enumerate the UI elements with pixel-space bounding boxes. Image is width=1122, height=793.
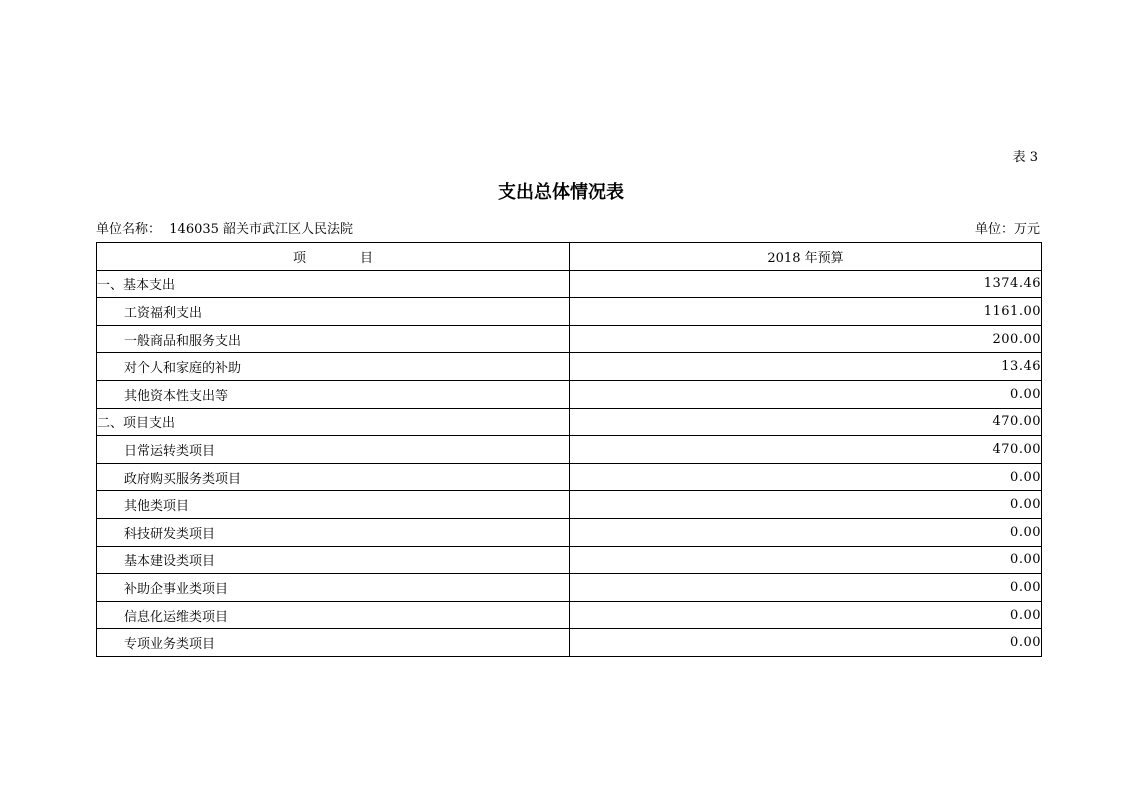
- table-row: [97, 353, 1042, 381]
- row-amount: 1374.46: [570, 270, 1042, 298]
- row-amount: 470.00: [570, 436, 1042, 464]
- unit-name: [96, 218, 353, 237]
- table-header-row: [97, 243, 1042, 271]
- table-number: 表 3: [1012, 150, 1038, 165]
- table-row: [97, 270, 1042, 298]
- header-item: [97, 243, 570, 271]
- row-item-name: 其他类项目: [97, 491, 570, 519]
- table-row: [97, 629, 1042, 657]
- header-budget: 2018 年预算: [570, 243, 1042, 271]
- unit-name-value: 146035 韶关市武江区人民法院: [169, 222, 354, 237]
- row-amount: 0.00: [570, 601, 1042, 629]
- row-item-name: 专项业务类项目: [97, 629, 570, 657]
- table-row: [97, 298, 1042, 326]
- table-row: [97, 325, 1042, 353]
- expenditure-table: [96, 242, 1042, 657]
- unit-name-label: 单位名称：: [96, 222, 162, 237]
- row-item-name: 其他资本性支出等: [97, 380, 570, 408]
- row-amount: 0.00: [570, 546, 1042, 574]
- row-item-name: 信息化运维类项目: [97, 601, 570, 629]
- table-row: [97, 380, 1042, 408]
- row-item-name: 对个人和家庭的补助: [97, 353, 570, 381]
- row-amount: 0.00: [570, 629, 1042, 657]
- table-row: [97, 601, 1042, 629]
- row-item-name: 日常运转类项目: [97, 436, 570, 464]
- unit-measure: 单位：万元: [974, 222, 1040, 237]
- row-amount: 0.00: [570, 491, 1042, 519]
- row-item-name: 工资福利支出: [97, 298, 570, 326]
- unit-info-row: [96, 218, 1040, 238]
- table-row: [97, 574, 1042, 602]
- header-item-right: 目: [360, 250, 374, 266]
- page-title: 支出总体情况表: [498, 182, 624, 203]
- header-item-left: 项: [292, 250, 306, 266]
- row-item-name: 一、基本支出: [97, 270, 570, 298]
- row-amount: 1161.00: [570, 298, 1042, 326]
- table-row: [97, 408, 1042, 436]
- table-row: [97, 491, 1042, 519]
- row-item-name: 一般商品和服务支出: [97, 325, 570, 353]
- row-item-name: 补助企事业类项目: [97, 574, 570, 602]
- row-amount: 0.00: [570, 574, 1042, 602]
- row-item-name: 科技研发类项目: [97, 518, 570, 546]
- row-item-name: 政府购买服务类项目: [97, 463, 570, 491]
- table-row: [97, 436, 1042, 464]
- table-body: [97, 270, 1042, 656]
- row-amount: 470.00: [570, 408, 1042, 436]
- table-row: [97, 463, 1042, 491]
- row-amount: 0.00: [570, 518, 1042, 546]
- row-amount: 0.00: [570, 380, 1042, 408]
- row-amount: 0.00: [570, 463, 1042, 491]
- row-item-name: 基本建设类项目: [97, 546, 570, 574]
- row-amount: 13.46: [570, 353, 1042, 381]
- table-row: [97, 518, 1042, 546]
- row-amount: 200.00: [570, 325, 1042, 353]
- row-item-name: 二、项目支出: [97, 408, 570, 436]
- table-row: [97, 546, 1042, 574]
